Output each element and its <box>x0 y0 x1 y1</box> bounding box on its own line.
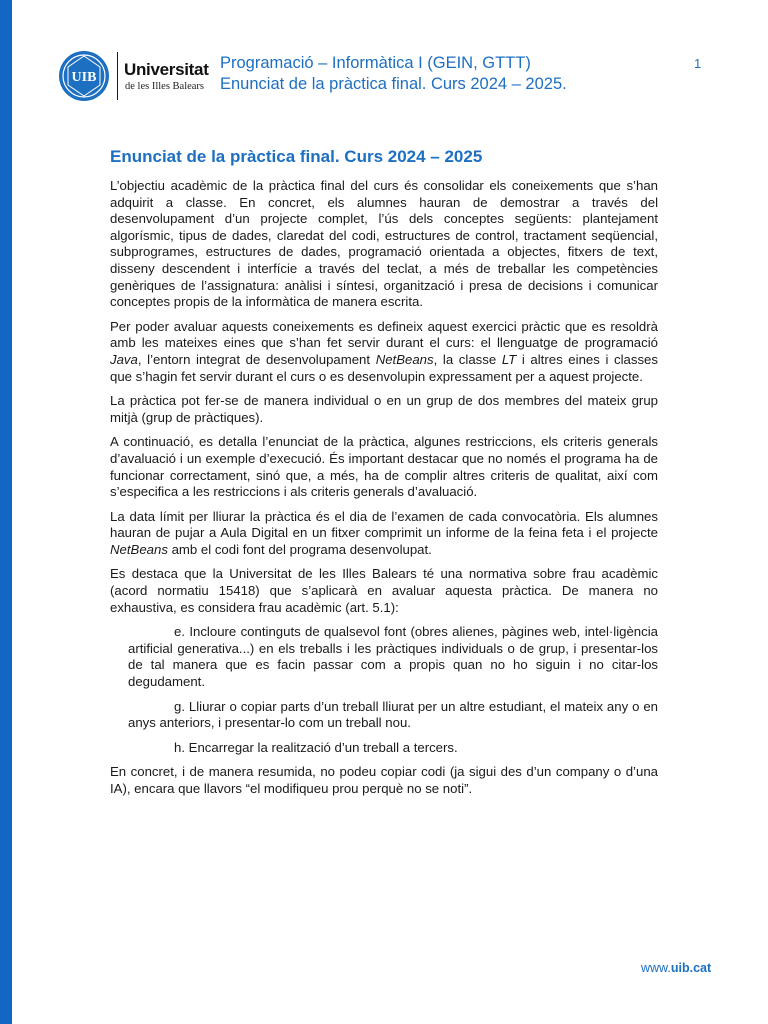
footer-domain: uib.cat <box>670 961 712 975</box>
header-course-line: Programació – Informàtica I (GEIN, GTTT) <box>220 54 531 72</box>
header-assignment-line: Enunciat de la pràctica final. Curs 2024 – 2025. <box>220 75 567 93</box>
uib-emblem-icon <box>58 50 110 102</box>
page-header <box>220 53 567 95</box>
emphasis-netbeans: NetBeans <box>375 351 434 367</box>
paragraph-summary: En concret, i de manera resumida, no podeu copiar codi (ja sigui des d’un company o d’una IA), encara que llavors “el modifiqueu prou perquè no se noti”. <box>110 764 658 796</box>
text-span: La data límit per lliurar la pràctica és el dia de l’examen de cada convocatòria. Els alumnes hauran de pujar a Aula Digital en un fitxer comprimit un informe de la feina feta i el projecte <box>110 508 658 541</box>
fraud-item-g: g. Lliurar o copiar parts d’un treball lliurat per un altre estudiant, el mateix any o en anys anteriors, i presentar-lo com un treball nou. <box>128 698 658 731</box>
text-span: , la classe <box>433 351 502 367</box>
emphasis-netbeans: NetBeans <box>110 541 168 557</box>
paragraph-fraud-policy: Es destaca que la Universitat de les Illes Balears té una normativa sobre frau acadèmic (acord normatiu 15418) que s’aplicarà en avaluar aquesta pràctica. De manera no exhaustiva, es considera frau acadèmic (art. 5.1): <box>110 566 658 615</box>
left-accent-bar <box>0 0 12 1024</box>
fraud-item-e: e. Incloure continguts de qualsevol font (obres alienes, pàgines web, intel·ligència artificial generativa...) en els treballs i les pràctiques individuals o de grup, i presentar-los de tal manera que es facin passar com a propis quan no ho siguin i no citar-los degudament. <box>128 624 658 690</box>
paragraph-tools <box>110 319 658 385</box>
text-span: Per poder avaluar aquests coneixements es defineix aquest exercici pràctic que es resoldrà amb les mateixes eines que s’han fet servir durant el curs: el llenguatge de programació <box>110 318 658 351</box>
emphasis-lt: LT <box>501 351 517 367</box>
uib-logo <box>58 50 218 102</box>
logo-divider <box>117 52 118 100</box>
fraud-item-h: h. Encarregar la realització d’un treball a tercers. <box>174 739 458 755</box>
paragraph-groups: La pràctica pot fer-se de manera individual o en un grup de dos membres del mateix grup mitjà (grup de pràctiques). <box>110 393 658 425</box>
document-body <box>110 146 658 806</box>
uib-emblem-text: UIB <box>71 70 97 85</box>
footer-website-link[interactable] <box>641 961 711 975</box>
paragraph-objective: L’objectiu acadèmic de la pràctica final del curs és consolidar els coneixements que s’han adquirit a classe. En concret, els alumnes hauran de demostrar a través del desenvolupament d’un projecte complet, l’ús dels conceptes següents: plantejament algorísmic, tipus de dades, claredat del codi, estructures de control, tractament seqüencial, subprogrames, estructures de dades, programació orientada a objectes, fitxers de text, disseny descendent i interfície a través del teclat, a més de treballar les competències genèriques de l’assignatura: anàlisi i síntesi, organització i presa de decisions i comunicar conceptes propis de la informàtica de manera escrita. <box>110 178 658 310</box>
paragraph-deadline <box>110 509 658 559</box>
text-span: , l’entorn integrat de desenvolupament <box>137 351 376 367</box>
document-title: Enunciat de la pràctica final. Curs 2024 – 2025 <box>110 147 483 166</box>
page-number: 1 <box>694 56 702 71</box>
text-span: i altres eines i classes que s’hagin fet servir durant el curs o es desenvolupin expressament per a aquest projecte. <box>110 351 658 384</box>
logo-university-name: Universitat <box>124 60 209 79</box>
emphasis-java: Java <box>110 351 138 367</box>
footer-www: www. <box>641 961 671 975</box>
logo-university-subtitle: de les Illes Balears <box>125 81 205 92</box>
paragraph-overview: A continuació, es detalla l’enunciat de la pràctica, algunes restriccions, els criteris generals d’avaluació i un exemple d’execució. És important destacar que no només el programa ha de funcionar correctament, sinó que, a més, ha de complir altres criteris de qualitat, així com s’especifica a les restriccions i als criteris generals d’avaluació. <box>110 434 658 500</box>
text-span: amb el codi font del programa desenvolupat. <box>167 541 432 557</box>
